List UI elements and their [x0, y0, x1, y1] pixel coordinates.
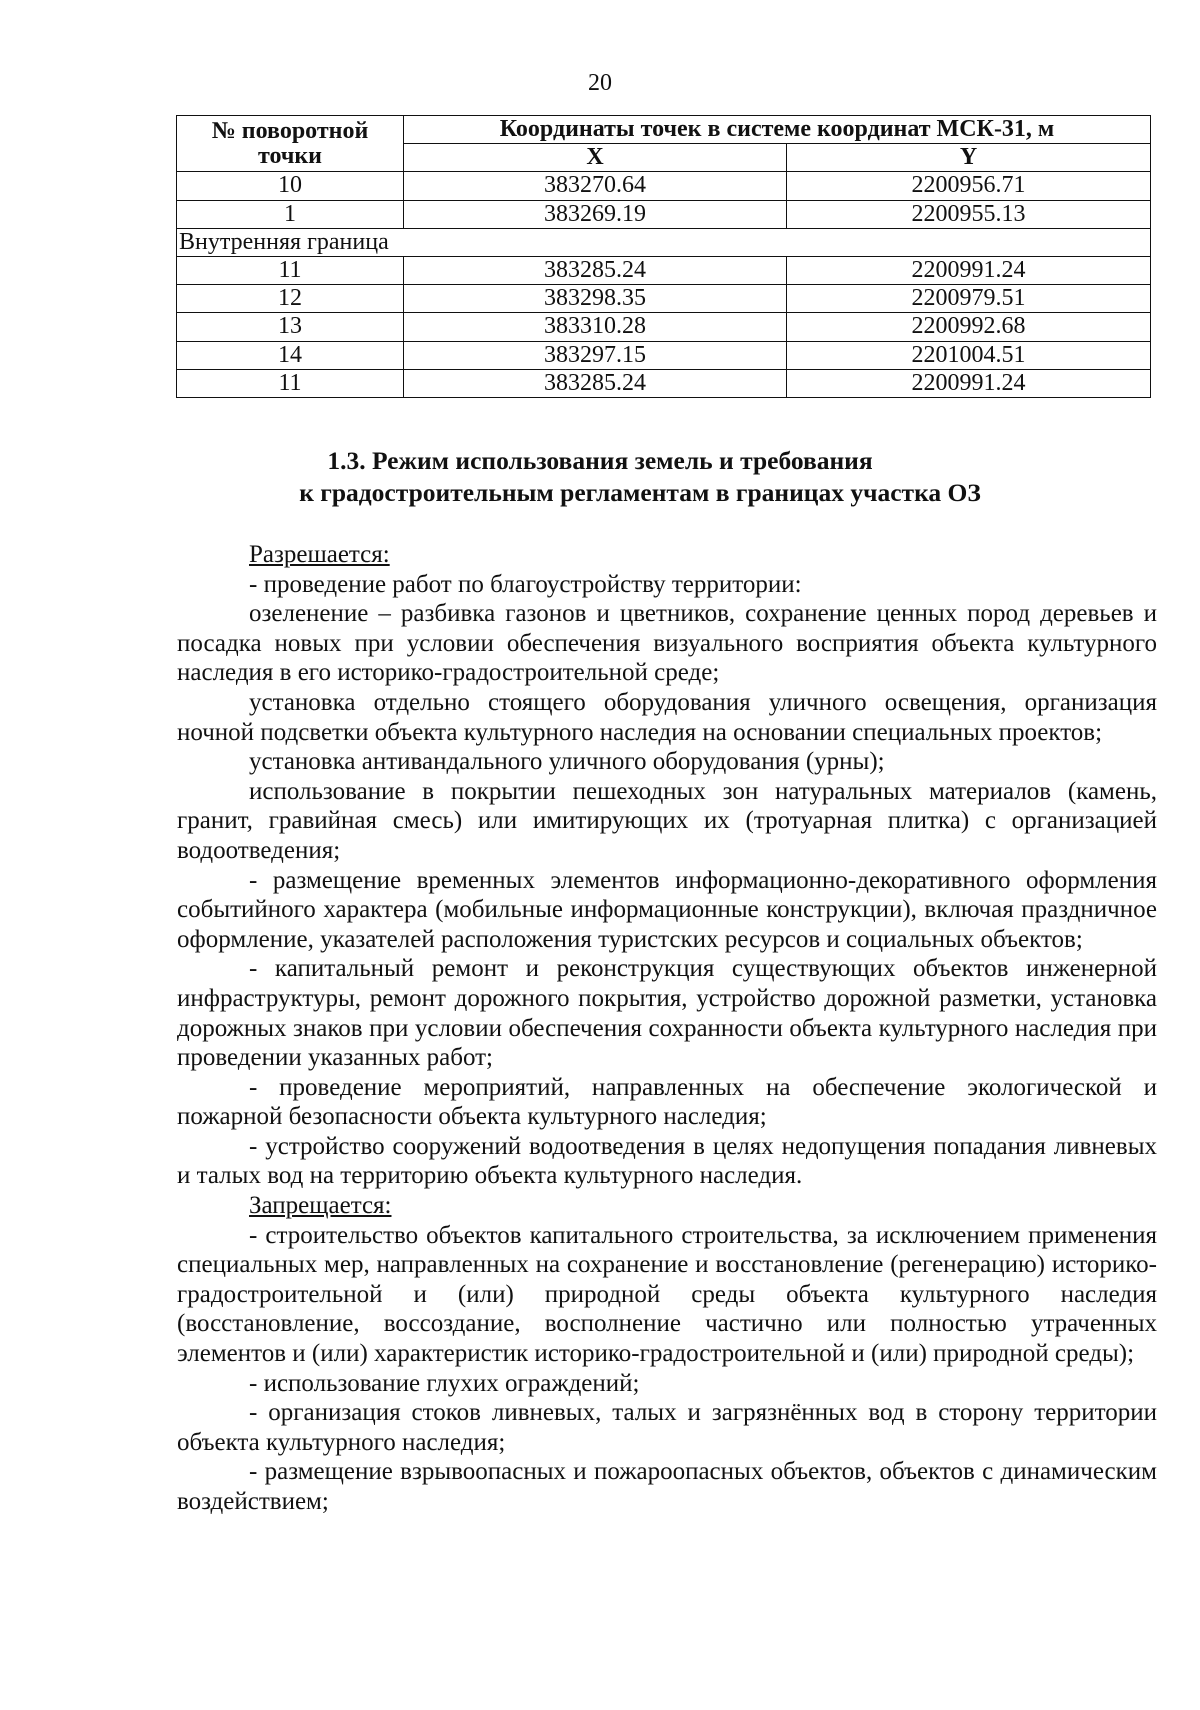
forbidden-item: - использование глухих ограждений; — [249, 1369, 640, 1397]
allowed-item: - размещение временных элементов информационно-декоративного оформления событийного характера (мобильные информационные конструкции), включая праздничное оформление, указателей расположения туристских ресурсов и социальных объектов; — [177, 866, 1157, 953]
allowed-item: - капитальный ремонт и реконструкция существующих объектов инженерной инфраструктуры, ремонт дорожного покрытия, устройство дорожной разметки, установка дорожных знаков при условии обеспечения сохранности объекта культурного наследия при проведении указанных работ; — [177, 955, 1157, 1072]
allowed-item: использование в покрытии пешеходных зон натуральных материалов (камень, гранит, гравийная смесь) или имитирующих их (тротуарная плитка) с организацией водоотведения; — [177, 777, 1157, 864]
header-x: X — [404, 144, 787, 172]
coord-x: 383269.19 — [404, 200, 787, 228]
header-point-number: № поворотной точки — [177, 116, 404, 172]
section-heading — [0, 445, 1200, 509]
section-inner-boundary: Внутренняя граница — [177, 228, 787, 256]
point-number: 1 — [177, 200, 404, 228]
point-number: 11 — [177, 369, 404, 397]
coord-x: 383285.24 — [404, 256, 787, 284]
coord-y: 2201004.51 — [787, 341, 1151, 369]
table-row — [177, 256, 1151, 284]
allowed-item: - проведение работ по благоустройству территории: — [249, 570, 802, 598]
body-text — [177, 540, 1157, 1517]
header-y: Y — [787, 144, 1151, 172]
table-row — [177, 285, 1151, 313]
coord-y: 2200991.24 — [787, 369, 1151, 397]
coord-x: 383310.28 — [404, 313, 787, 341]
point-number: 12 — [177, 285, 404, 313]
coord-y: 2200992.68 — [787, 313, 1151, 341]
forbidden-item: - размещение взрывоопасных и пожароопасных объектов, объектов с динамическим воздействием; — [177, 1458, 1157, 1515]
table-row — [177, 341, 1151, 369]
coord-x: 383298.35 — [404, 285, 787, 313]
forbidden-label: Запрещается: — [249, 1192, 392, 1220]
point-number: 14 — [177, 341, 404, 369]
point-number: 13 — [177, 313, 404, 341]
coord-y: 2200991.24 — [787, 256, 1151, 284]
table-row — [177, 200, 1151, 228]
section-filler — [787, 228, 1151, 256]
header-coordinates: Координаты точек в системе координат МСК-31, м — [404, 116, 1151, 144]
table-row — [177, 313, 1151, 341]
forbidden-item: - строительство объектов капитального строительства, за исключением применения специальных мер, направленных на сохранение и восстановление (регенерацию) историко-градостроительной и (или) природной среды объекта культурного наследия (восстановление, воссоздание, восполнение частично или полностью утраченных элементов и (или) характеристик историко-градостроительной и (или) природной среды); — [177, 1221, 1157, 1368]
allowed-item: - устройство сооружений водоотведения в целях недопущения попадания ливневых и талых вод на территорию объекта культурного наследия. — [177, 1132, 1157, 1190]
table-row — [177, 369, 1151, 397]
coord-x: 383270.64 — [404, 172, 787, 200]
section-heading-line-2: к градостроительным регламентам в границах участка ОЗ — [299, 478, 981, 507]
allowed-item: установка отдельно стоящего оборудования уличного освещения, организация ночной подсветки объекта культурного наследия на основании специальных проектов; — [177, 688, 1157, 746]
point-number: 10 — [177, 172, 404, 200]
allowed-item: озеленение – разбивка газонов и цветников, сохранение ценных пород деревьев и посадка новых при условии обеспечения визуального восприятия объекта культурного наследия в его историко-градостроительной среде; — [177, 600, 1157, 687]
forbidden-item: - организация стоков ливневых, талых и загрязнённых вод в сторону территории объекта культурного наследия; — [177, 1399, 1157, 1456]
point-number: 11 — [177, 256, 404, 284]
section-heading-line-1: 1.3. Режим использования земель и требования — [327, 446, 873, 475]
table-section-row — [177, 228, 1151, 256]
coordinates-table — [176, 115, 1151, 398]
page-number: 20 — [588, 70, 612, 96]
coord-x: 383297.15 — [404, 341, 787, 369]
coord-x: 383285.24 — [404, 369, 787, 397]
table-row — [177, 172, 1151, 200]
coord-y: 2200979.51 — [787, 285, 1151, 313]
coord-y: 2200956.71 — [787, 172, 1151, 200]
allowed-label: Разрешается: — [249, 541, 390, 568]
allowed-item: установка антивандального уличного оборудования (урны); — [249, 748, 885, 776]
coord-y: 2200955.13 — [787, 200, 1151, 228]
allowed-item: - проведение мероприятий, направленных на обеспечение экологической и пожарной безопасности объекта культурного наследия; — [177, 1073, 1157, 1131]
